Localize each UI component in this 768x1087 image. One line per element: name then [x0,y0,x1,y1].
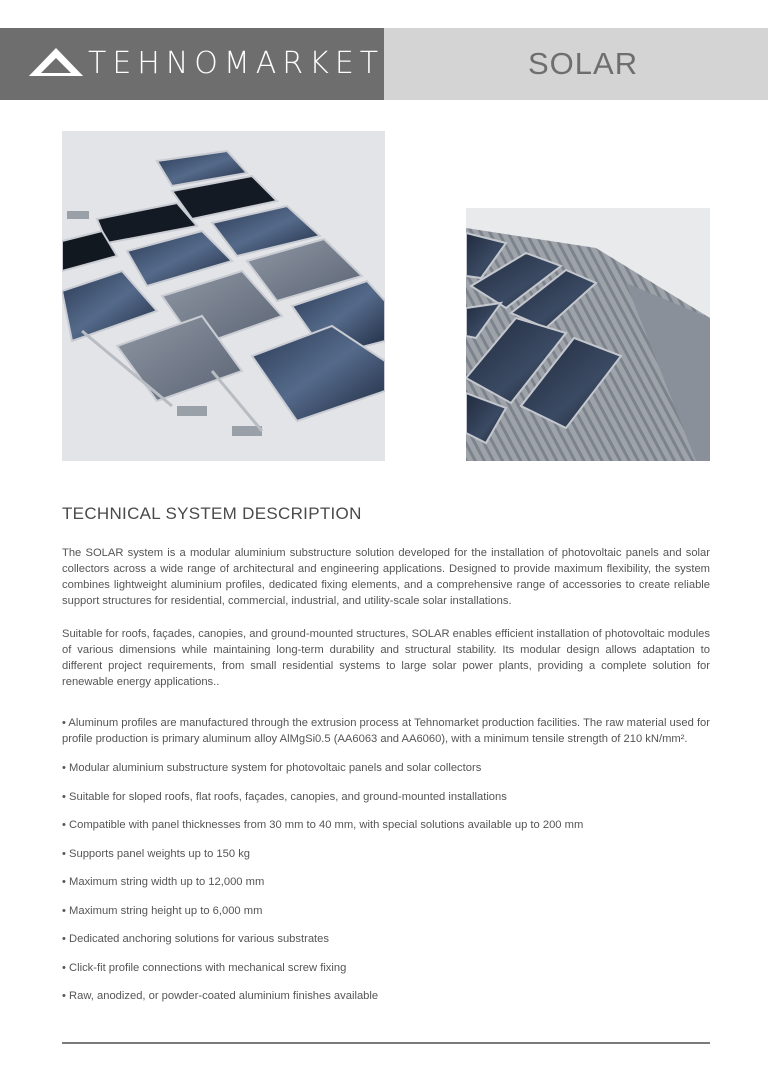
description-paragraph-2: Suitable for roofs, façades, canopies, and ground-mounted structures, SOLAR enables efficient installation of photovoltaic modules of various dimensions while maintaining long-term durability and structural stability. Its modular design allows adaptation to different project requirements, from small residential systems to large solar power plants, providing a complete solution for renewable energy applications.. [62,628,710,688]
list-item: • Maximum string height up to 6,000 mm [62,904,263,917]
tehnomarket-logo-icon [28,46,84,82]
list-item: • Aluminum profiles are manufactured through the extrusion process at Tehnomarket production facilities. The raw material used for profile production is primary aluminum alloy AlMgSi0.5 (AA6063 and AA6060), with a minimum tensile strength of 210 kN/mm². [62,717,710,745]
feature-list [62,715,710,1017]
solar-panels-on-pitched-roof-icon [466,208,710,461]
list-item: • Raw, anodized, or powder-coated aluminium finishes available [62,990,379,1002]
list-item: • Suitable for sloped roofs, flat roofs, façades, canopies, and ground-mounted installations [62,790,507,803]
list-item: • Maximum string width up to 12,000 mm [62,876,265,888]
list-item: • Modular aluminium substructure system for photovoltaic panels and solar collectors [62,762,482,774]
solar-panel-array-flat-mount-icon [62,131,385,461]
list-item: • Click-fit profile connections with mechanical screw fixing [62,961,347,974]
section-title: TECHNICAL SYSTEM DESCRIPTION [62,504,362,523]
section-label: SOLAR [528,46,639,81]
footer-divider [62,1042,710,1044]
list-item: • Supports panel weights up to 150 kg [62,847,251,860]
section-block [384,28,768,100]
list-item: • Compatible with panel thicknesses from 30 mm to 40 mm, with special solutions available up to 200 mm [62,819,584,831]
roof-mount-photo [466,208,710,461]
solar-array-photo [62,131,385,461]
page-header [0,28,768,100]
description-paragraph-1: The SOLAR system is a modular aluminium substructure solution developed for the installation of photovoltaic panels and solar collectors across a wide range of architectural and engineering applications. Designed to provide maximum flexibility, the system combines lightweight aluminium profiles, dedicated fixing elements, and a comprehensive range of accessories to create reliable support structures for residential, commercial, industrial, and utility-scale solar installations. [62,547,710,607]
brand-block [0,28,384,100]
list-item: • Dedicated anchoring solutions for various substrates [62,933,329,945]
brand-name: TEHNOMARKET [88,46,385,81]
